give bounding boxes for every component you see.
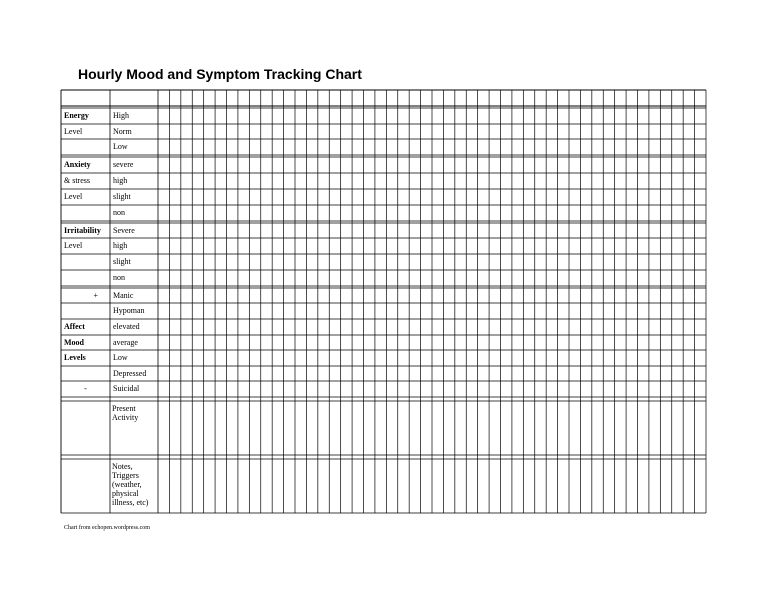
row-level-label: elevated (113, 322, 140, 331)
row-category-label: Affect (64, 322, 85, 331)
row-category-label: Level (64, 127, 83, 136)
row-level-label: Norm (113, 127, 132, 136)
row-category-label: Energy (64, 111, 89, 120)
row-level-label: slight (113, 257, 131, 266)
row-level-label: non (113, 273, 125, 282)
row-category-label: Mood (64, 338, 84, 347)
row-level-label: Severe (113, 226, 135, 235)
row-level-label: Low (113, 353, 128, 362)
row-level-label: non (113, 208, 125, 217)
row-level-label: Depressed (113, 369, 147, 378)
row-category-label: Anxiety (64, 160, 91, 169)
row-level-label: High (113, 111, 129, 120)
row-category-label: + (93, 291, 98, 300)
row-category-label: Levels (64, 353, 86, 362)
row-category-label: & stress (64, 176, 90, 185)
row-level-label: high (113, 241, 128, 250)
row-level-label: high (113, 176, 128, 185)
row-category-label: Level (64, 192, 83, 201)
page-title: Hourly Mood and Symptom Tracking Chart (78, 66, 362, 82)
present-activity-label: Present Activity (112, 404, 139, 422)
row-level-label: Suicidal (113, 384, 140, 393)
row-category-label: Level (64, 241, 83, 250)
row-level-label: average (113, 338, 138, 347)
row-level-label: severe (113, 160, 134, 169)
row-level-label: Low (113, 142, 128, 151)
footer-credit: Chart from echopen.wordpress.com (64, 525, 150, 531)
row-level-label: Manic (113, 291, 134, 300)
notes-triggers-label: Notes, Triggers (weather, physical illness, etc) (112, 462, 149, 507)
row-category-label: - (84, 384, 87, 393)
row-level-label: Hypoman (113, 306, 145, 315)
row-level-label: slight (113, 192, 131, 201)
row-category-label: Irritability (64, 226, 101, 235)
